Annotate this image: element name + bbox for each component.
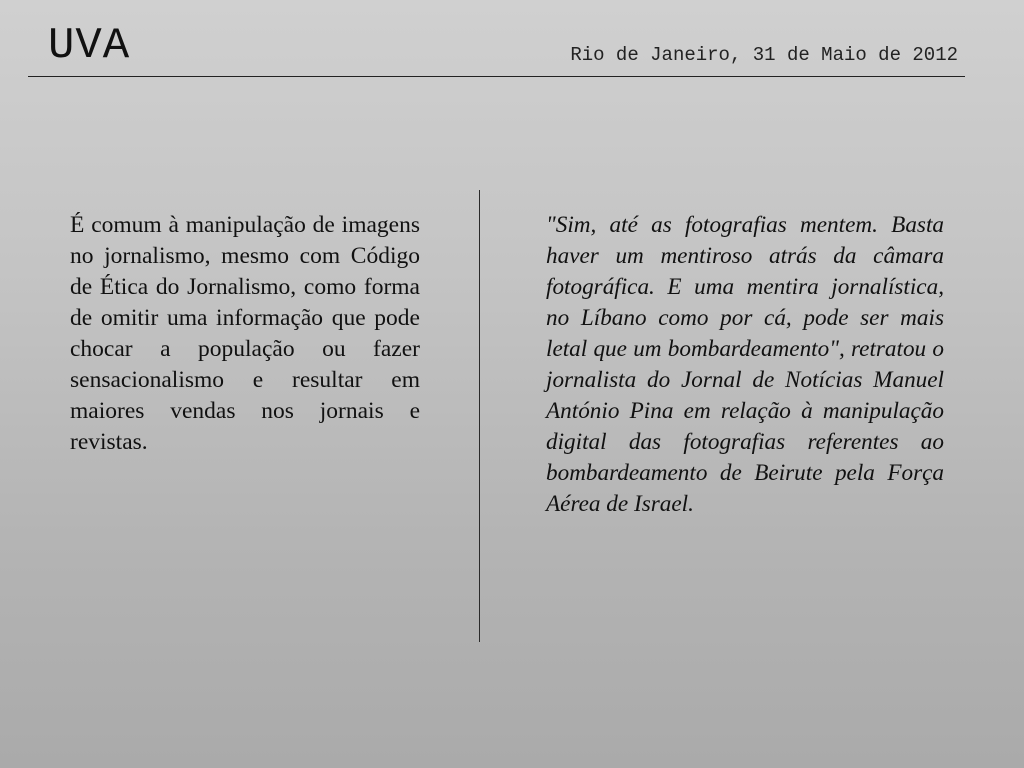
column-divider	[479, 190, 480, 642]
left-column-text: É comum à manipulação de imagens no jornalismo, mesmo com Código de Ética do Jornalismo, como forma de omitir uma informação que pode chocar a população ou fazer sensacionalismo e resultar em maiores vendas nos jornais e revistas.	[70, 212, 420, 455]
right-column-quote: "Sim, até as fotografias mentem. Basta haver um mentiroso atrás da câmara fotográfica. E uma mentira jornalística, no Líbano como por cá, pode ser mais letal que um bombardeamento", retratou o jornalista do Jornal de Notícias Manuel António Pina em relação à manipulação digital das fotografias referentes ao bombardeamento de Beirute pela Força Aérea de Israel.	[546, 212, 944, 517]
header-date: Rio de Janeiro, 31 de Maio de 2012	[570, 44, 958, 66]
slide-title: UVA	[48, 21, 131, 71]
header-divider	[28, 76, 965, 77]
